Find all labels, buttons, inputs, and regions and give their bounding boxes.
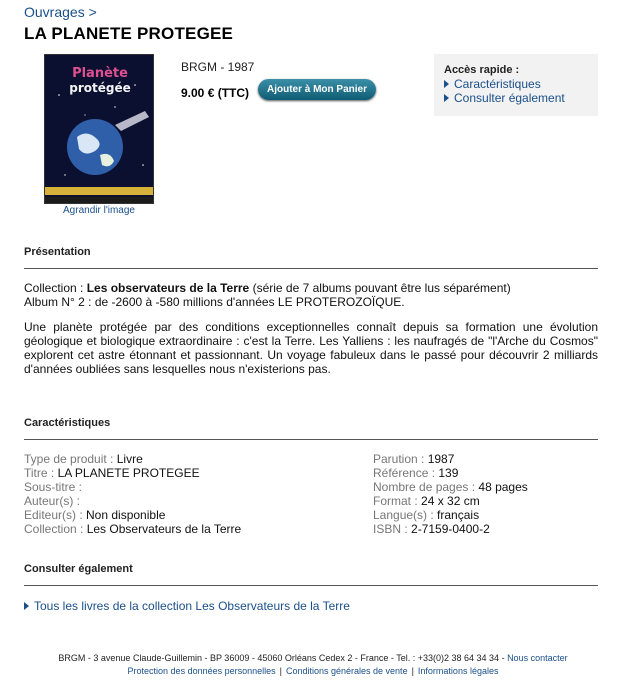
legal-link[interactable]: Informations légales xyxy=(417,666,499,676)
quick-access-title: Accès rapide : xyxy=(444,64,520,76)
album-line: Album N° 2 : de -2600 à -580 millions d'années LE PROTEROZOÏQUE. xyxy=(24,295,405,309)
carac-row-isbn: ISBN : 2-7159-0400-2 xyxy=(373,522,490,536)
divider xyxy=(24,585,598,586)
carac-row-editors: Editeur(s) : Non disponible xyxy=(24,508,166,522)
carac-row-format: Format : 24 x 32 cm xyxy=(373,494,480,508)
footer-address-line xyxy=(0,653,626,663)
triangle-right-icon xyxy=(444,94,449,102)
cover-logo: Planète xyxy=(72,66,128,81)
collection-suffix: (série de 7 albums pouvant être lus séparément) xyxy=(249,281,511,295)
collection-books-label: Tous les livres de la collection Les Observateurs de la Terre xyxy=(34,599,350,613)
privacy-link[interactable]: Protection des données personnelles xyxy=(127,666,276,676)
cover-illustration xyxy=(45,55,154,204)
separator: | xyxy=(279,666,282,676)
footer-links xyxy=(0,666,626,676)
collection-name: Les observateurs de la Terre xyxy=(86,281,250,295)
description: Une planète protégée par des conditions exceptionnelles connaît depuis sa formation une évolution géologique et biologique extraordinaire : c'est la Terre. Les Yalliens : les naufragés de "l'Arche du Cosmos" explorent cet astre étonnant et passionnant. Un voyage fabuleux dans le passé pour découvrir 2 milliards d'années oubliées sans lesquelles nous n'existerions pas. xyxy=(24,320,598,376)
contact-link[interactable]: Nous contacter xyxy=(507,653,568,663)
divider xyxy=(24,439,598,440)
collection-books-link[interactable] xyxy=(24,599,350,613)
quick-access-panel xyxy=(434,54,598,116)
publisher-year: BRGM - 1987 xyxy=(181,60,255,74)
carac-row-subtitle: Sous-titre : xyxy=(24,480,83,494)
carac-row-type: Type de produit : Livre xyxy=(24,452,143,466)
terms-link[interactable]: Conditions générales de vente xyxy=(285,666,408,676)
triangle-right-icon xyxy=(24,602,29,610)
book-cover-image[interactable] xyxy=(44,54,154,204)
collection-line xyxy=(24,281,598,295)
quick-link-also-see[interactable] xyxy=(444,91,598,105)
page-title: LA PLANETE PROTEGEE xyxy=(24,24,234,43)
also-see-heading: Consulter également xyxy=(24,563,133,575)
svg-text:protégée: protégée xyxy=(69,81,131,95)
carac-row-collection: Collection : Les Observateurs de la Terre xyxy=(24,522,242,536)
carac-row-language: Langue(s) : français xyxy=(373,508,480,522)
breadcrumb[interactable]: Ouvrages > xyxy=(24,4,97,20)
add-to-cart-button[interactable]: Ajouter à Mon Panier xyxy=(258,79,376,100)
carac-row-authors: Auteur(s) : xyxy=(24,494,81,508)
quick-link-label: Caractéristiques xyxy=(454,77,541,91)
enlarge-image-link[interactable]: Agrandir l'image xyxy=(63,205,135,216)
divider xyxy=(24,268,598,269)
separator: | xyxy=(411,666,414,676)
carac-row-date: Parution : 1987 xyxy=(373,452,455,466)
carac-row-pages: Nombre de pages : 48 pages xyxy=(373,480,528,494)
collection-prefix: Collection : xyxy=(24,281,87,295)
quick-link-label: Consulter également xyxy=(454,91,565,105)
carac-row-title: Titre : LA PLANETE PROTEGEE xyxy=(24,466,200,480)
characteristics-left xyxy=(24,452,241,536)
triangle-right-icon xyxy=(444,80,449,88)
characteristics-heading: Caractéristiques xyxy=(24,417,111,429)
price: 9.00 € (TTC) xyxy=(181,86,250,100)
presentation-heading: Présentation xyxy=(24,246,91,258)
quick-link-characteristics[interactable] xyxy=(444,77,598,91)
characteristics-right xyxy=(373,452,528,536)
footer-address: BRGM - 3 avenue Claude-Guillemin - BP 36009 - 45060 Orléans Cedex 2 - France - Tel. : +33(0)2 38 64 34 34 - xyxy=(58,653,508,663)
carac-row-reference: Référence : 139 xyxy=(373,466,459,480)
